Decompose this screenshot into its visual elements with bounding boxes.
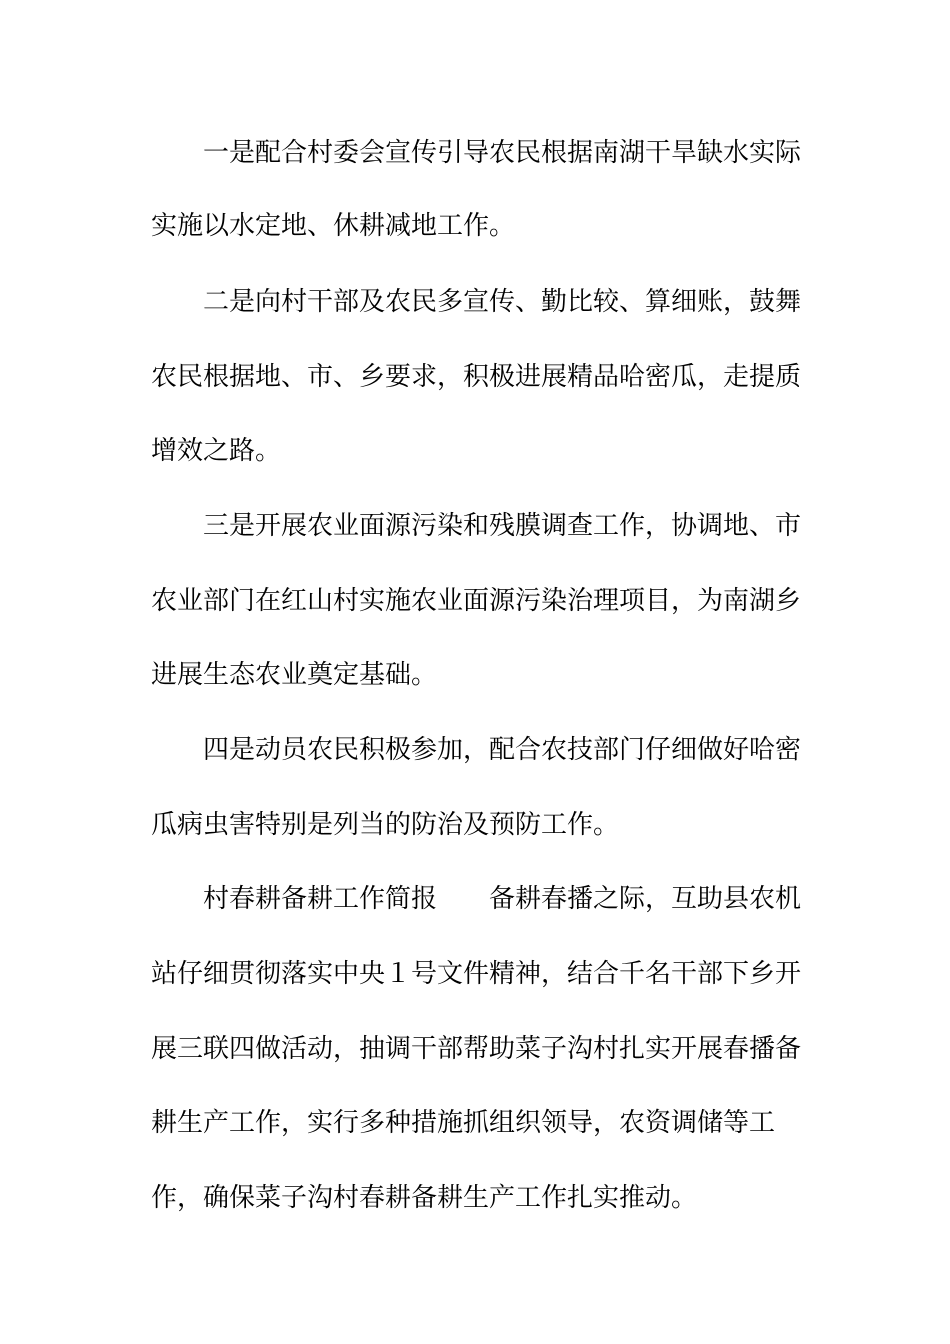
paragraph-line: 四是动员农民积极参加，配合农技部门仔细做好哈密 bbox=[203, 735, 802, 765]
paragraph-line: 增效之路。 bbox=[151, 436, 282, 466]
paragraph-line: 站仔细贯彻落实中央１号文件精神，结合千名干部下乡开 bbox=[151, 959, 802, 989]
paragraph-line: 实施以水定地、休耕减地工作。 bbox=[151, 211, 516, 241]
paragraph-line: 展三联四做活动，抽调干部帮助菜子沟村扎实开展春播备 bbox=[151, 1034, 802, 1064]
paragraph-line: 进展生态农业奠定基础。 bbox=[151, 660, 438, 690]
paragraph-line: 二是向村干部及农民多宣传、勤比较、算细账，鼓舞 bbox=[203, 287, 802, 317]
paragraph-line: 一是配合村委会宣传引导农民根据南湖干旱缺水实际 bbox=[203, 138, 802, 168]
paragraph-line: 瓜病虫害特别是列当的防治及预防工作。 bbox=[151, 810, 620, 840]
paragraph-line: 农业部门在红山村实施农业面源污染治理项目，为南湖乡 bbox=[151, 586, 802, 616]
paragraph-line: 作，确保菜子沟村春耕备耕生产工作扎实推动。 bbox=[151, 1183, 698, 1213]
paragraph-line: 农民根据地、市、乡要求，积极进展精品哈密瓜，走提质 bbox=[151, 362, 802, 392]
paragraph-line: 村春耕备耕工作简报 备耕春播之际，互助县农机 bbox=[203, 884, 802, 914]
paragraph-line: 耕生产工作，实行多种措施抓组织领导，农资调储等工 bbox=[151, 1108, 776, 1138]
paragraph-line: 三是开展农业面源污染和残膜调查工作，协调地、市 bbox=[203, 511, 802, 541]
